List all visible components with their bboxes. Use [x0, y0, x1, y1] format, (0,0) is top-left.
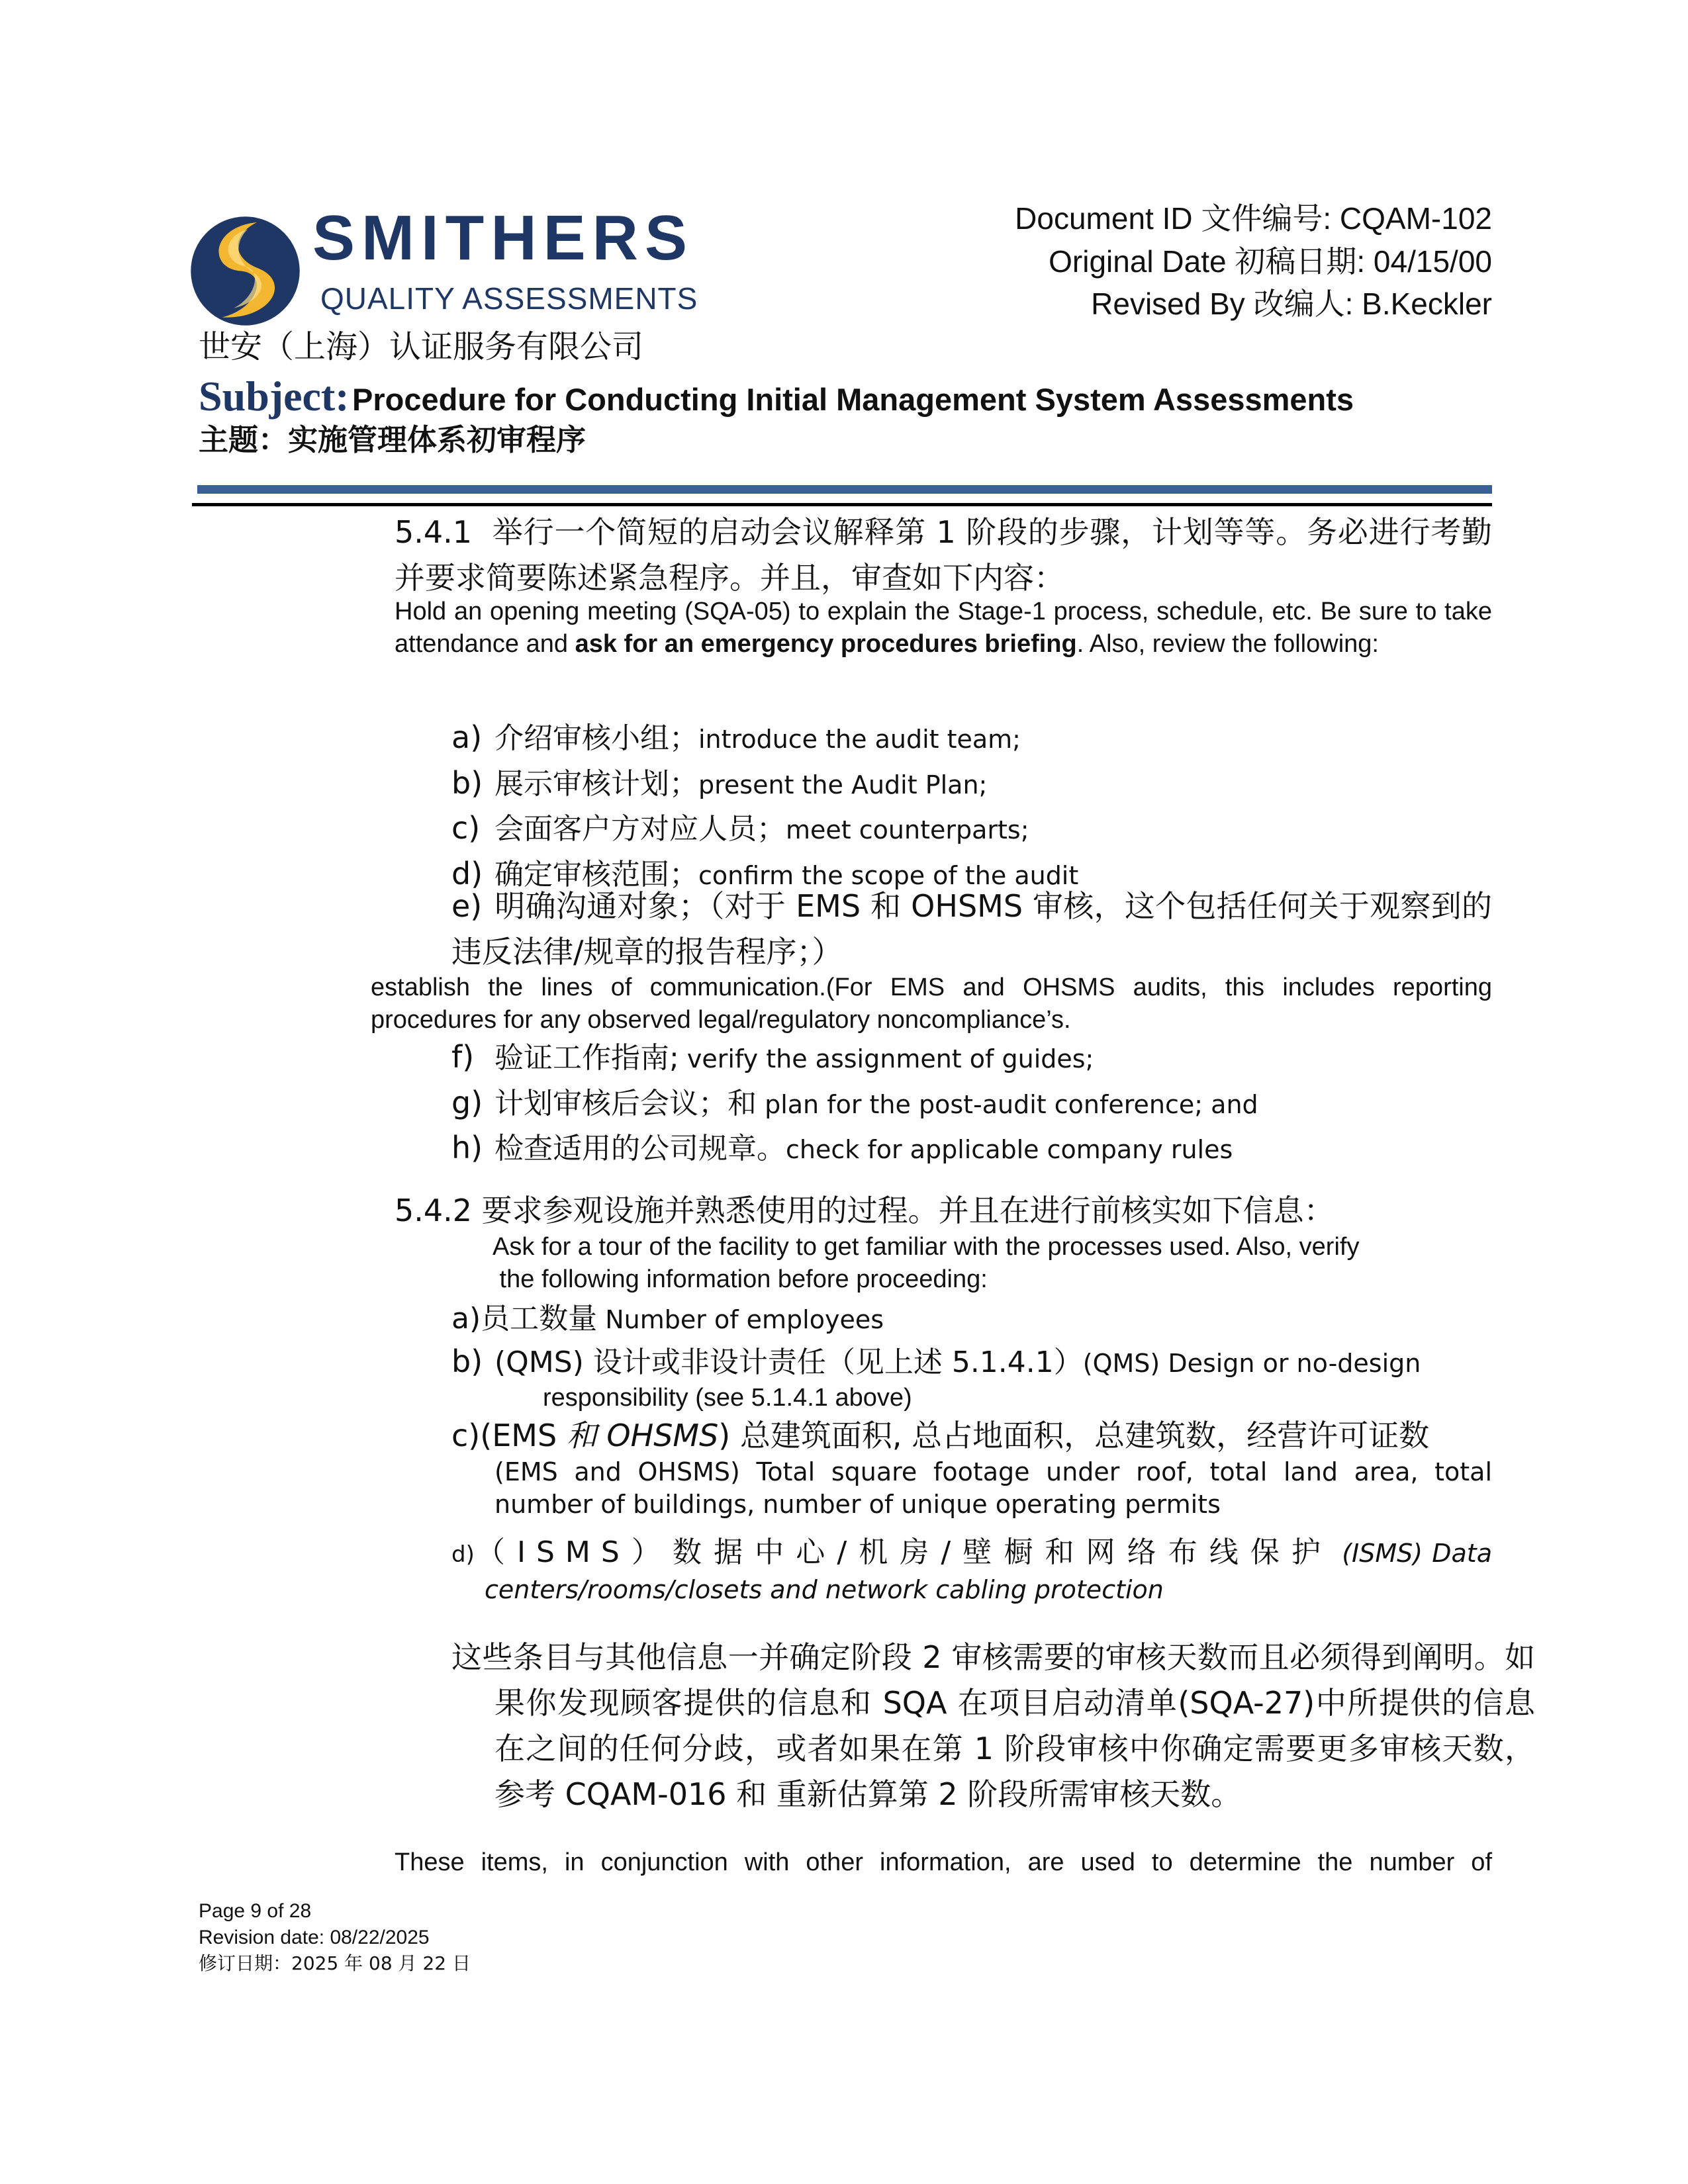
company-name-cn: 世安（上海）认证服务有限公司 — [199, 328, 644, 365]
list-item-e-cn — [451, 884, 1492, 975]
list-item — [451, 1081, 1492, 1124]
list-item-b-continued: responsibility (see 5.1.4.1 above) — [543, 1384, 912, 1412]
list-text-cn: (QMS) 设计或非设计责任（见上述 5.1.4.1） — [494, 1345, 1083, 1379]
list-text-cn: 展示审核计划； — [494, 766, 698, 801]
paragraph-items-cn — [451, 1635, 1535, 1817]
list-text-en: Number of employees — [597, 1305, 884, 1334]
logo-subtitle: QUALITY ASSESSMENTS — [320, 281, 698, 316]
list-text-en: plan for the post-audit conference; and — [757, 1089, 1258, 1119]
list-text-cn: 介绍审核小组； — [494, 721, 698, 755]
section-text-en-bold: ask for an emergency procedures briefing — [575, 629, 1077, 658]
header-rule-blue — [197, 485, 1492, 494]
list-label: d) — [451, 855, 483, 891]
list-item — [451, 807, 1492, 850]
list-label: a) — [451, 719, 483, 755]
section-number: 5.4.2 — [395, 1193, 473, 1228]
list-text-cn: ) 总建筑面积, 总占地面积，总建筑数，经营许可证数 — [718, 1418, 1430, 1453]
list-item-d — [451, 1534, 1492, 1607]
list-text-cn: (EMS — [480, 1418, 567, 1453]
list-text-en: verify the assignment of guides; — [679, 1044, 1094, 1073]
smithers-logo-icon — [187, 213, 303, 329]
subject-line — [199, 373, 1354, 420]
list-item-c — [451, 1413, 1492, 1520]
list-text-en: confirm the scope of the audit — [698, 860, 1079, 890]
revision-date-cn: 修订日期：2025 年 08 月 22 日 — [199, 1952, 471, 1974]
list-text-en-italic: (ISMS) Data centers/rooms/closets and network cabling protection — [485, 1539, 1492, 1604]
section-text-en: Hold an opening meeting (SQA-05) to explain the Stage-1 process, schedule, etc. Be sure to take attendance and — [395, 598, 1492, 658]
list-text-cn: 计划审核后会议；和 — [494, 1086, 757, 1120]
list-text-en: check for applicable company rules — [786, 1135, 1233, 1165]
list-label: g) — [451, 1084, 483, 1120]
section-number: 5.4.1 — [395, 514, 473, 550]
section-text-cn: 举行一个简短的启动会议解释第 1 阶段的步骤，计划等等。务必进行考勤并要求简要陈述紧急程序。并且，审查如下内容： — [395, 514, 1492, 596]
section-text-cn: 要求参观设施并熟悉使用的过程。并且在进行前核实如下信息： — [481, 1193, 1335, 1228]
paragraph-text-cn: 这些条目与其他信息一并确定阶段 2 审核需要的审核天数而且必须得到阐明。如果你发现顾客提供的信息和 SQA 在项目启动清单(SQA-27)中所提供的信息在之间的任何分歧，或者如果在第 1 阶段审核中你确定需要更多审核天数，参考 CQAM-016 和 重新估算第 2 阶段所需审核天数。 — [451, 1639, 1535, 1812]
section-text-en: . Also, review the following: — [1076, 629, 1379, 658]
page-footer — [199, 1898, 471, 1976]
subject-title-cn: 主题：实施管理体系初审程序 — [199, 422, 586, 457]
list-text-cn: （ISMS）数据中心/机房/壁橱和网络布线保护 — [474, 1535, 1333, 1569]
original-date: Original Date 初稿日期: 04/15/00 — [1049, 244, 1492, 279]
section-text-en: Ask for a tour of the facility to get familiar with the processes used. Also, verify — [492, 1233, 1360, 1261]
revised-by: Revised By 改编人: B.Keckler — [1091, 287, 1492, 321]
logo-wordmark: SMITHERS — [312, 203, 694, 273]
list-5-4-1-continued — [451, 1036, 1492, 1172]
list-text-cn: 会面客户方对应人员； — [494, 812, 786, 846]
paragraph-items-en — [395, 1846, 1492, 1879]
list-text-en: (EMS and OHSMS) Total square footage under roof, total land area, total number of buildings, number of unique operating permits — [494, 1457, 1492, 1519]
list-text-en: meet counterparts; — [786, 815, 1029, 845]
list-item-e-en: establish the lines of communication.(For EMS and OHSMS audits, this includes reporting procedures for any observed legal/regulatory noncompliance’s. — [371, 974, 1492, 1034]
document-id: Document ID 文件编号: CQAM-102 — [1015, 201, 1492, 236]
list-label: c) — [451, 810, 481, 846]
list-5-4-1 — [451, 716, 1492, 897]
section-5-4-2-cn — [395, 1188, 1492, 1234]
page-number: Page 9 of 28 — [199, 1900, 312, 1922]
list-item — [451, 762, 1492, 805]
list-label: h) — [451, 1130, 483, 1166]
list-label: b) — [451, 764, 483, 801]
list-item-a — [451, 1298, 1492, 1340]
list-text-cn: 明确沟通对象；（对于 EMS 和 OHSMS 审核，这个包括任何关于观察到的违反法律/规章的报告程序；） — [451, 888, 1492, 970]
list-label: f) — [451, 1039, 475, 1075]
subject-label: Subject: — [199, 373, 350, 420]
list-item — [451, 1036, 1492, 1079]
list-text-en: present the Audit Plan; — [698, 770, 988, 799]
list-label: d) — [451, 1541, 475, 1568]
list-item-b — [451, 1340, 1492, 1383]
list-text-cn: 验证工作指南; — [494, 1041, 679, 1075]
revision-date: Revision date: 08/22/2025 — [199, 1926, 430, 1948]
section-5-4-1-en — [395, 596, 1492, 660]
subject-title: Procedure for Conducting Initial Management System Assessments — [352, 382, 1354, 417]
section-5-4-1-cn — [395, 510, 1492, 601]
list-item — [451, 716, 1492, 759]
list-text-cn: 确定审核范围； — [494, 857, 698, 891]
section-5-4-2-en — [492, 1231, 1492, 1295]
list-text-cn-italic: 和 OHSMS — [566, 1418, 719, 1453]
header-rule-black — [192, 503, 1492, 506]
paragraph-text-en: These items, in conjunction with other information, are used to determine the number of — [395, 1848, 1492, 1876]
list-label: c) — [451, 1418, 481, 1453]
list-text-cn: 员工数量 — [481, 1302, 598, 1336]
list-item — [451, 1126, 1492, 1169]
list-text-cn: 检查适用的公司规章。 — [494, 1132, 786, 1166]
list-text-en: introduce the audit team; — [698, 725, 1021, 754]
list-label: e) — [451, 888, 483, 924]
list-text-en: (QMS) Design or no-design — [1082, 1349, 1421, 1378]
list-label: b) — [451, 1343, 483, 1379]
section-text-en: the following information before proceeding: — [492, 1265, 988, 1293]
list-label: a) — [451, 1302, 481, 1336]
